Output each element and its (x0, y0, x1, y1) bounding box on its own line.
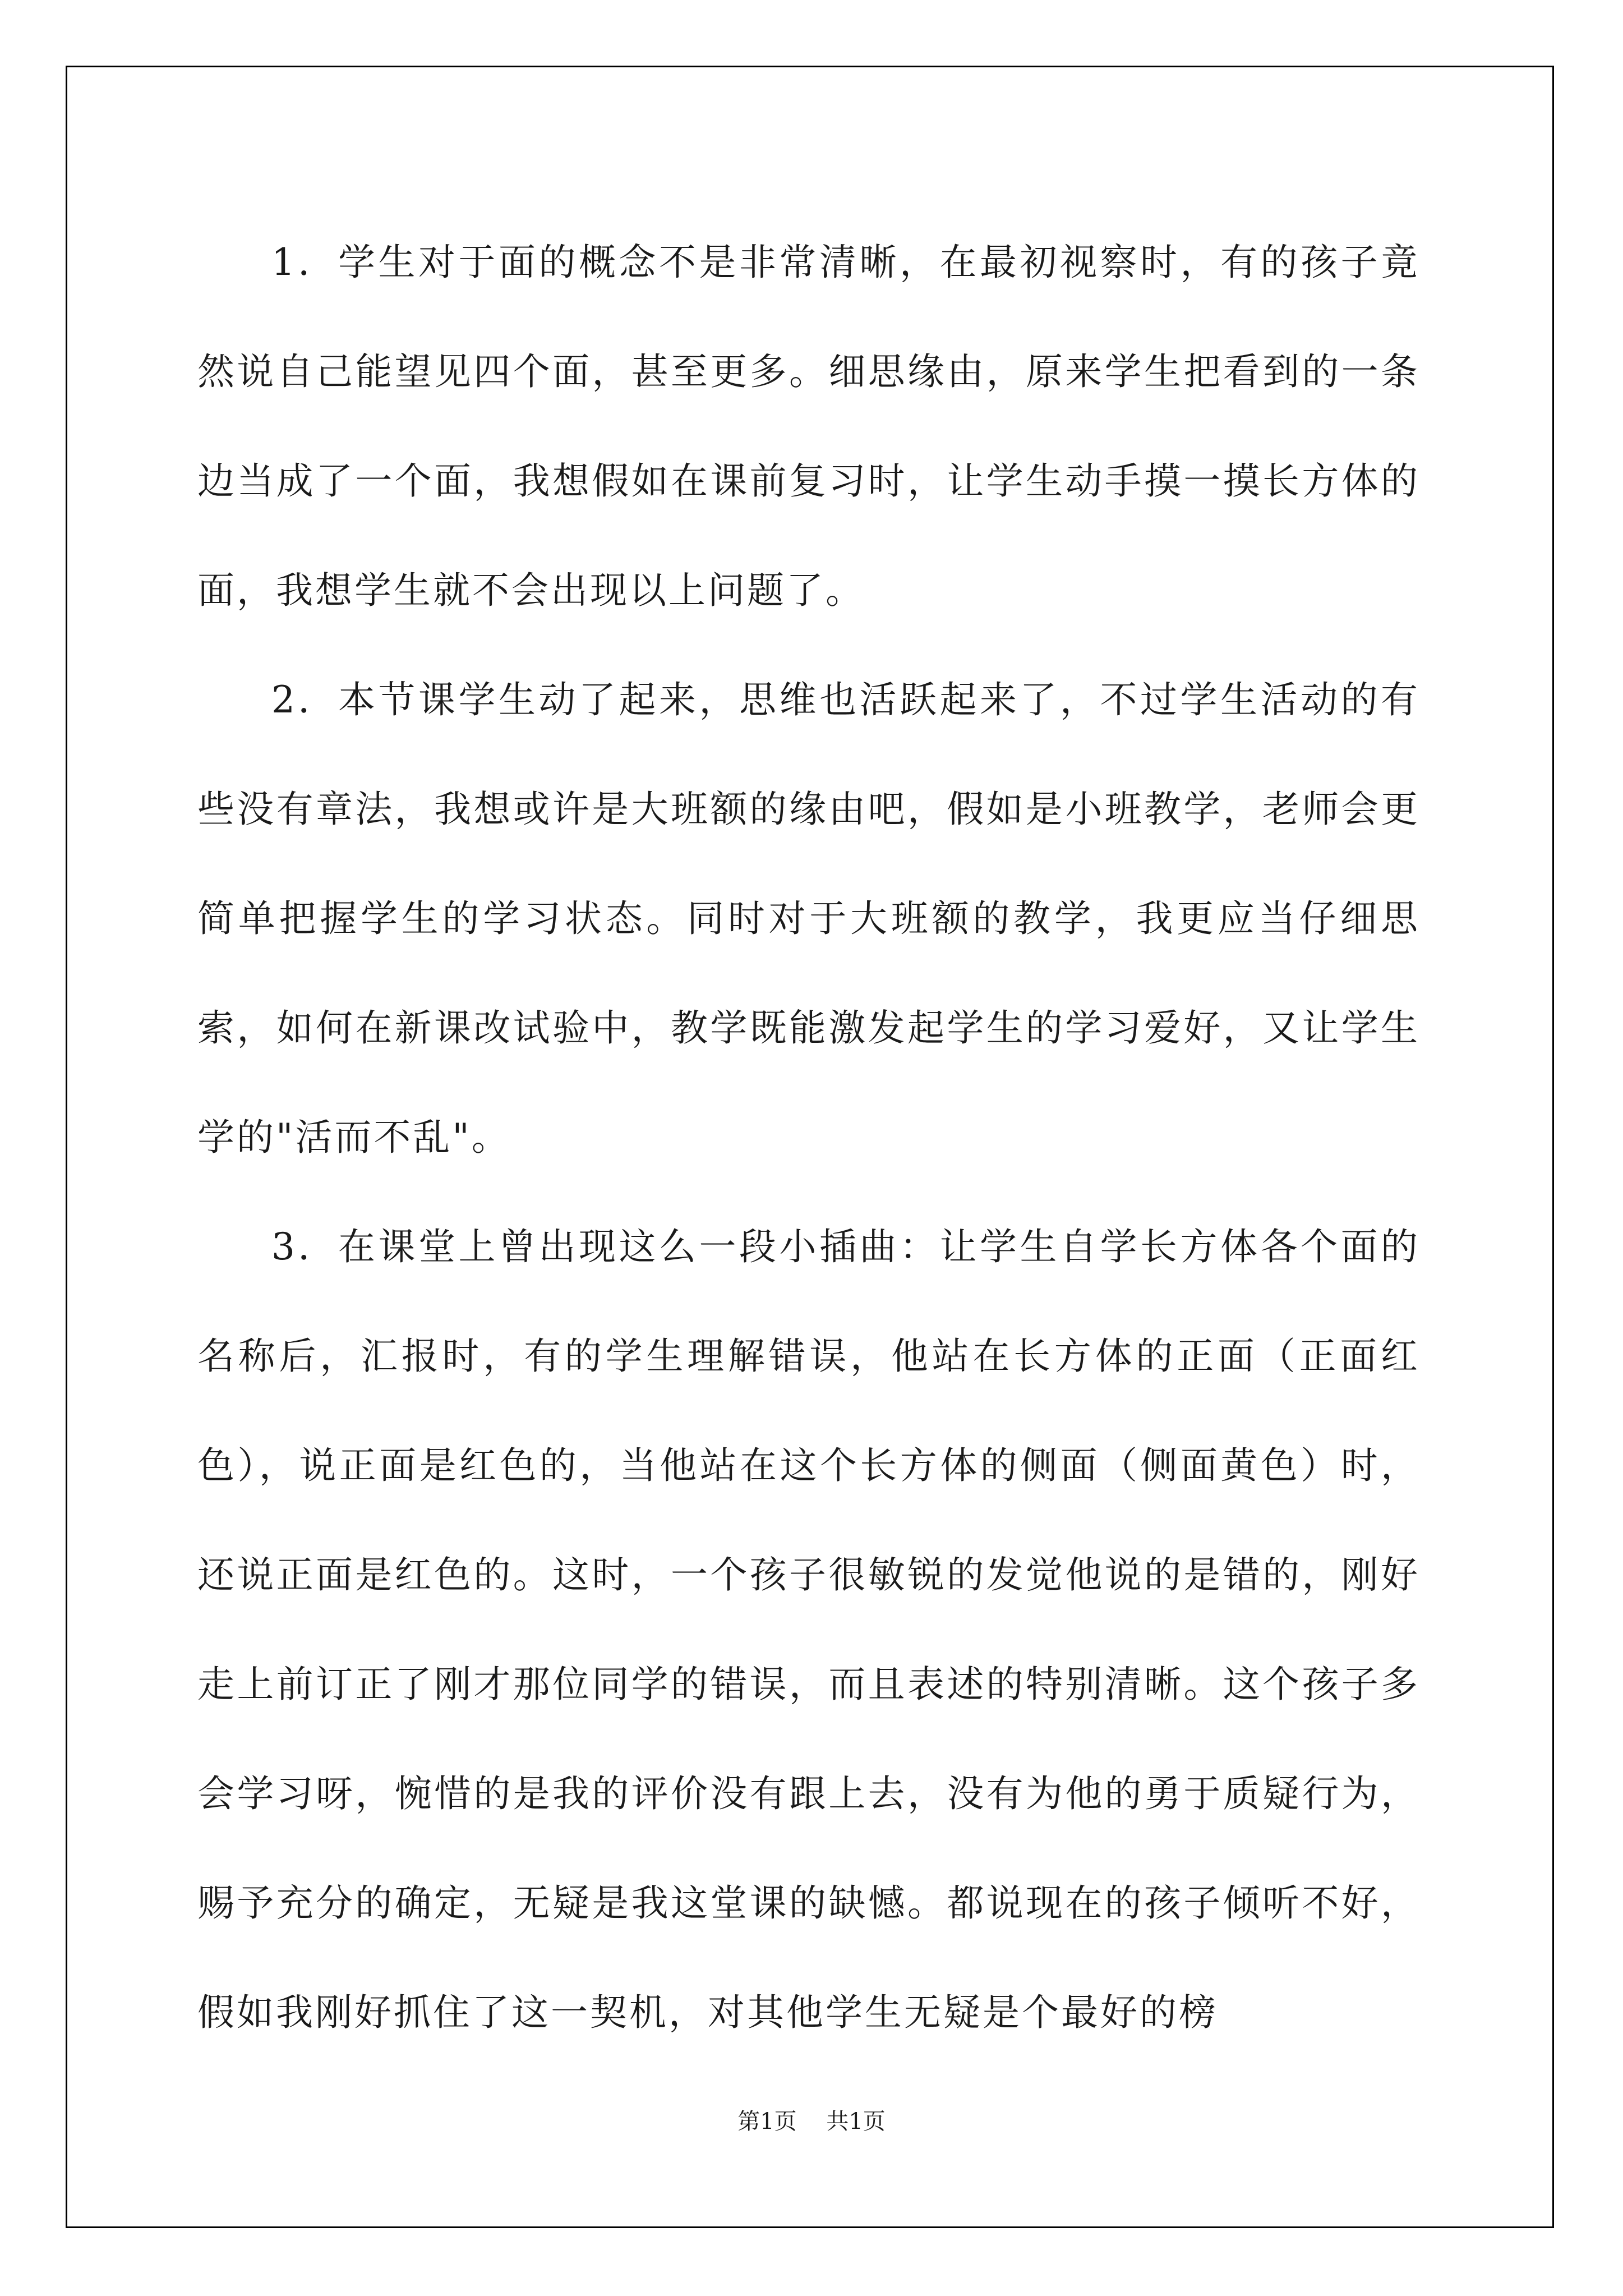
paragraph-3: 3．在课堂上曾出现这么一段小插曲：让学生自学长方体各个面的名称后，汇报时，有的学生理解错误，他站在长方体的正面（正面红色），说正面是红色的，当他站在这个长方体的侧面（侧面黄色）时，还说正面是红色的。这时，一个孩子很敏锐的发觉他说的是错的，刚好走上前订正了刚才那位同学的错误，而且表述的特别清晰。这个孩子多会学习呀，惋惜的是我的评价没有跟上去，没有为他的勇于质疑行为，赐予充分的确定，无疑是我这堂课的缺憾。都说现在的孩子倾听不好，假如我刚好抓住了这一契机，对其他学生无疑是个最好的榜 (197, 1225, 1420, 2034)
page-footer (0, 2104, 1623, 2136)
paragraph-2: 2．本节课学生动了起来，思维也活跃起来了，不过学生活动的有些没有章法，我想或许是大班额的缘由吧，假如是小班教学，老师会更简单把握学生的学习状态。同时对于大班额的教学，我更应当仔细思索，如何在新课改试验中，教学既能激发起学生的学习爱好，又让学生学的"活而不乱"。 (197, 678, 1420, 1159)
page-total: 共1页 (826, 2109, 886, 2134)
paragraph-1: 1．学生对于面的概念不是非常清晰，在最初视察时，有的孩子竟然说自己能望见四个面，甚至更多。细思缘由，原来学生把看到的一条边当成了一个面，我想假如在课前复习时，让学生动手摸一摸长方体的面，我想学生就不会出现以上问题了。 (197, 241, 1420, 612)
document-body (197, 208, 1420, 2067)
page-number: 第1页 (737, 2109, 797, 2134)
